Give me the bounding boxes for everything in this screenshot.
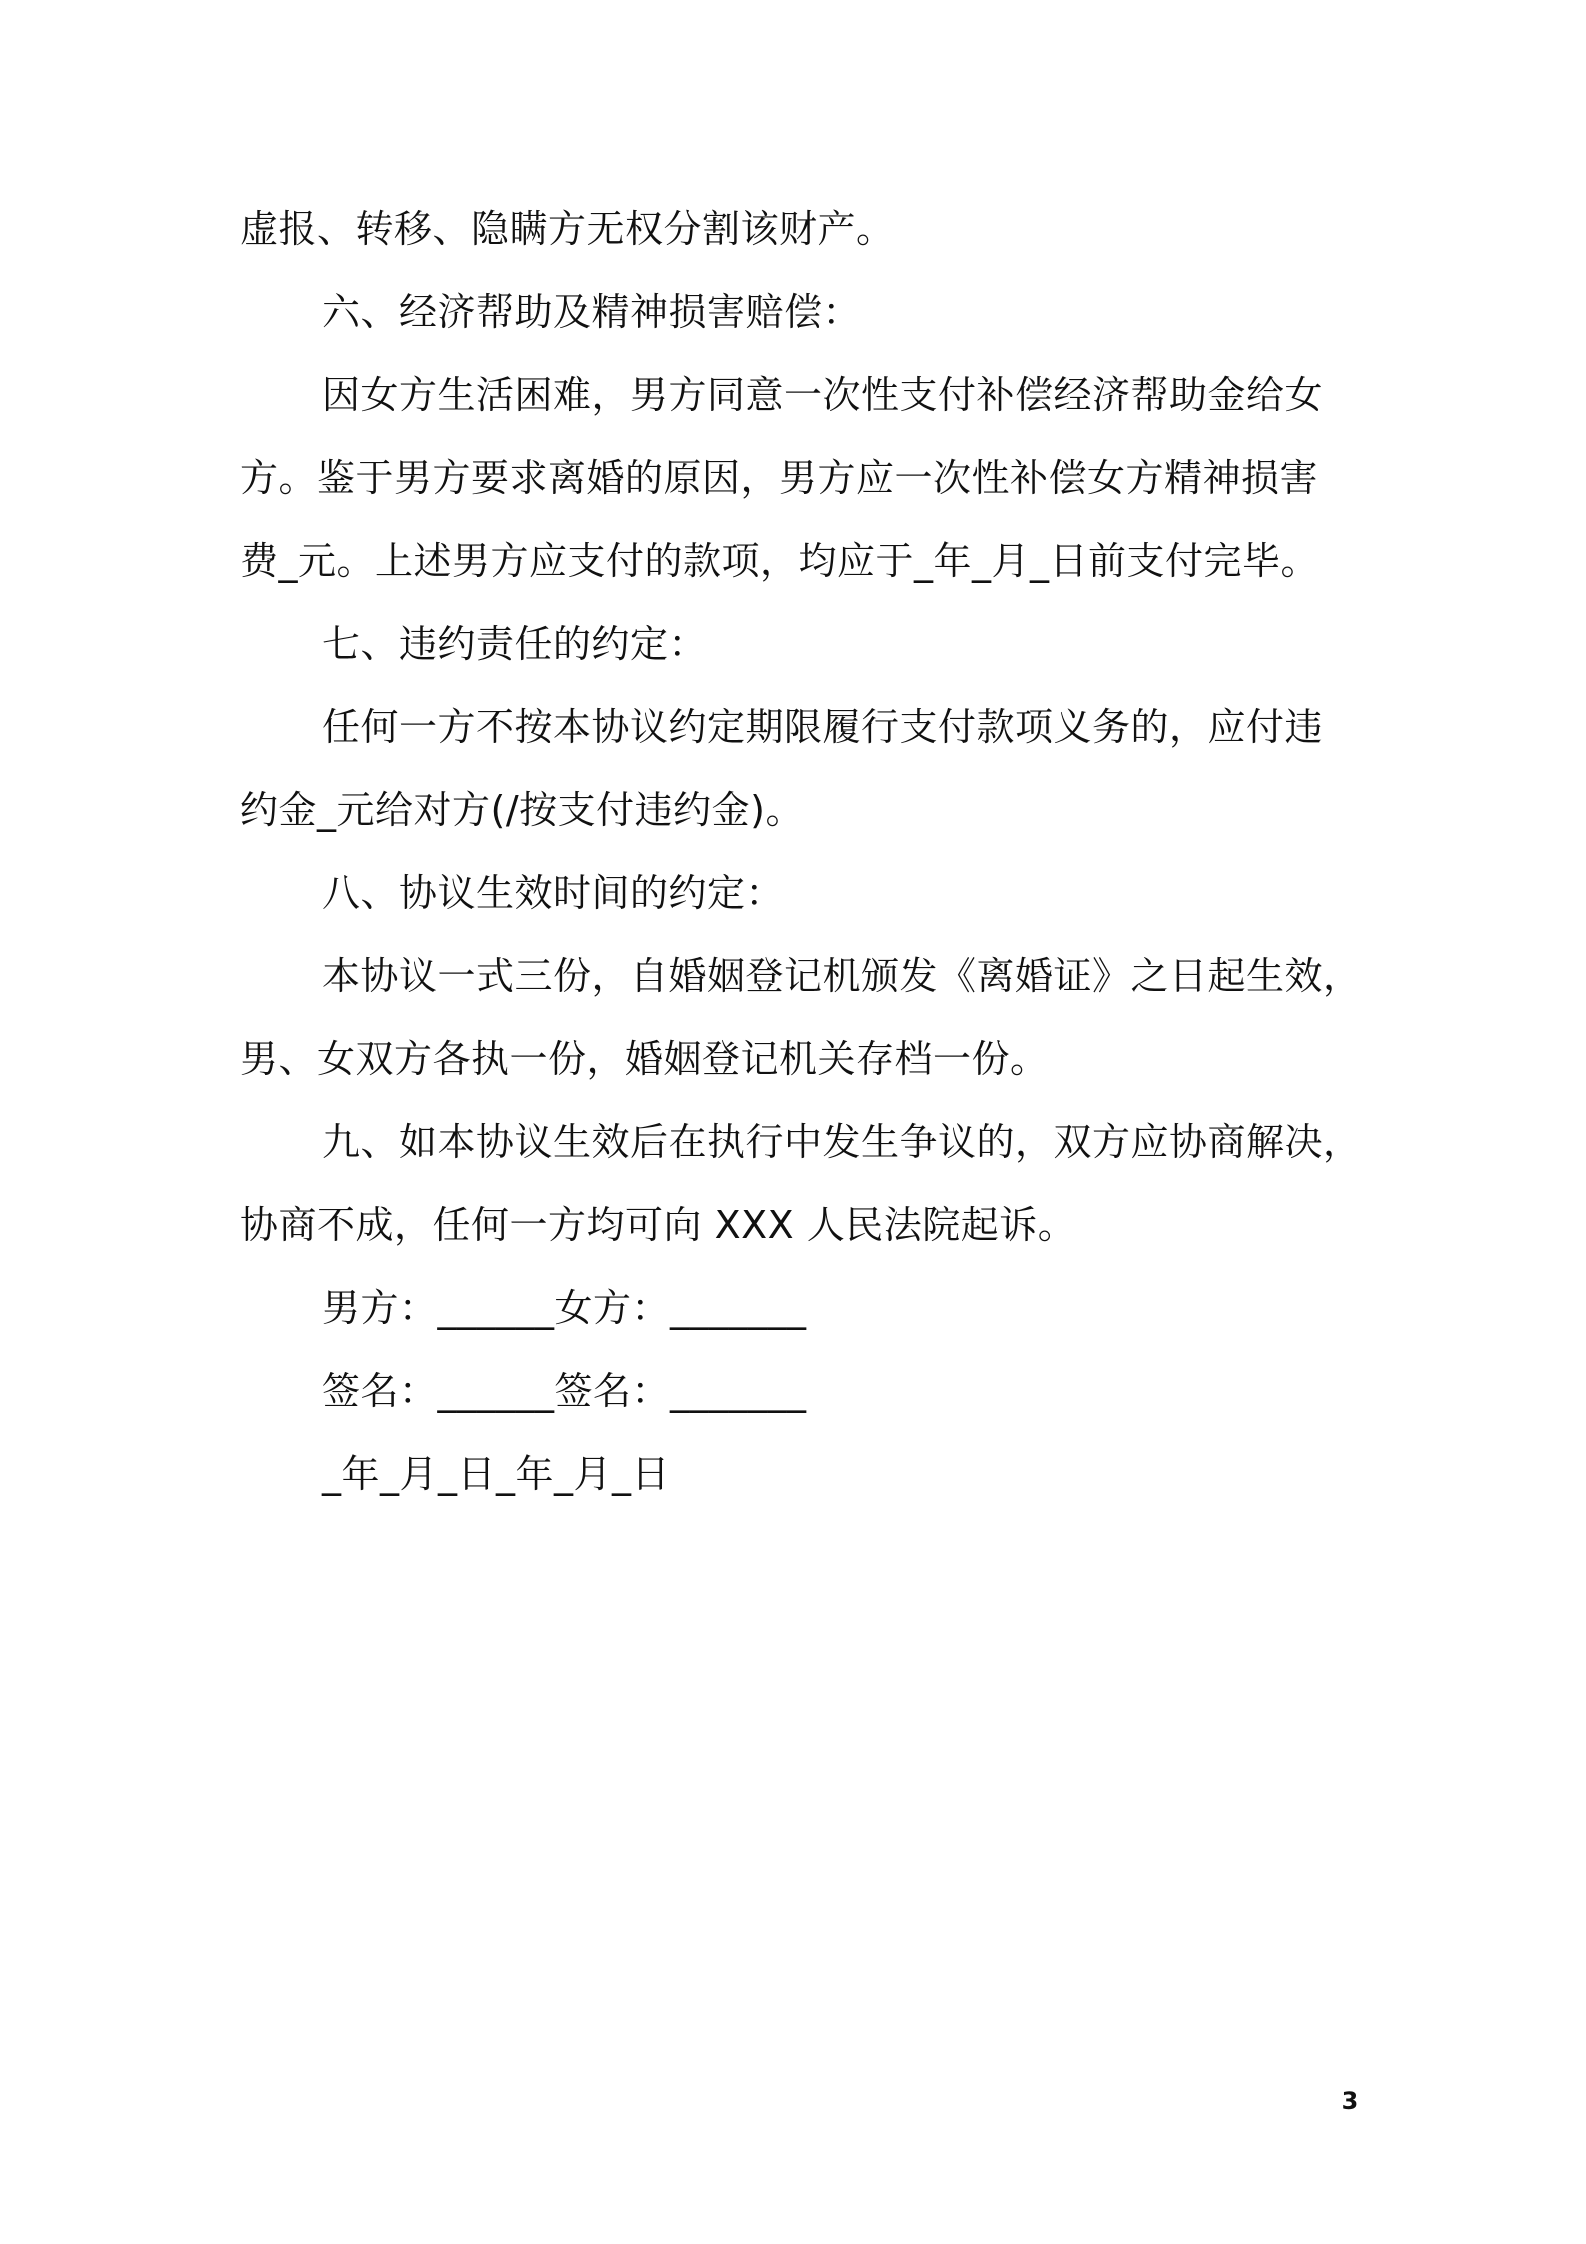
text-line-property-concealment: 虚报、转移、隐瞒方无权分割该财产。: [240, 207, 895, 251]
heading-breach-liability: 七、违约责任的约定：: [322, 622, 708, 666]
text-line-effective-1: 本协议一式三份，自婚姻登记机颁发《离婚证》之日起生效，: [322, 954, 1362, 998]
heading-effective-time: 八、协议生效时间的约定：: [322, 871, 785, 915]
heading-economic-assistance: 六、经济帮助及精神损害赔偿：: [322, 290, 862, 334]
text-line-assistance-2: 方。鉴于男方要求离婚的原因，男方应一次性补偿女方精神损害: [240, 456, 1319, 500]
text-line-dispute-2: 协商不成，任何一方均可向 XXX 人民法院起诉。: [240, 1203, 1077, 1247]
text-line-breach-2: 约金_元给对方(/按支付违约金)。: [240, 788, 804, 832]
page-number: 3: [1341, 2087, 1359, 2115]
text-line-assistance-1: 因女方生活困难，男方同意一次性支付补偿经济帮助金给女: [322, 373, 1324, 417]
text-line-breach-1: 任何一方不按本协议约定期限履行支付款项义务的，应付违: [322, 705, 1324, 749]
signature-dates-line: _年_月_日_年_月_日: [322, 1452, 671, 1496]
text-line-dispute-1: 九、如本协议生效后在执行中发生争议的，双方应协商解决，: [322, 1120, 1362, 1164]
text-line-assistance-3: 费_元。上述男方应支付的款项，均应于_年_月_日前支付完毕。: [240, 539, 1320, 583]
text-line-effective-2: 男、女双方各执一份，婚姻登记机关存档一份。: [240, 1037, 1049, 1081]
signature-parties-line: 男方：______女方：_______: [322, 1286, 807, 1330]
signature-names-line: 签名：______签名：_______: [322, 1369, 807, 1413]
